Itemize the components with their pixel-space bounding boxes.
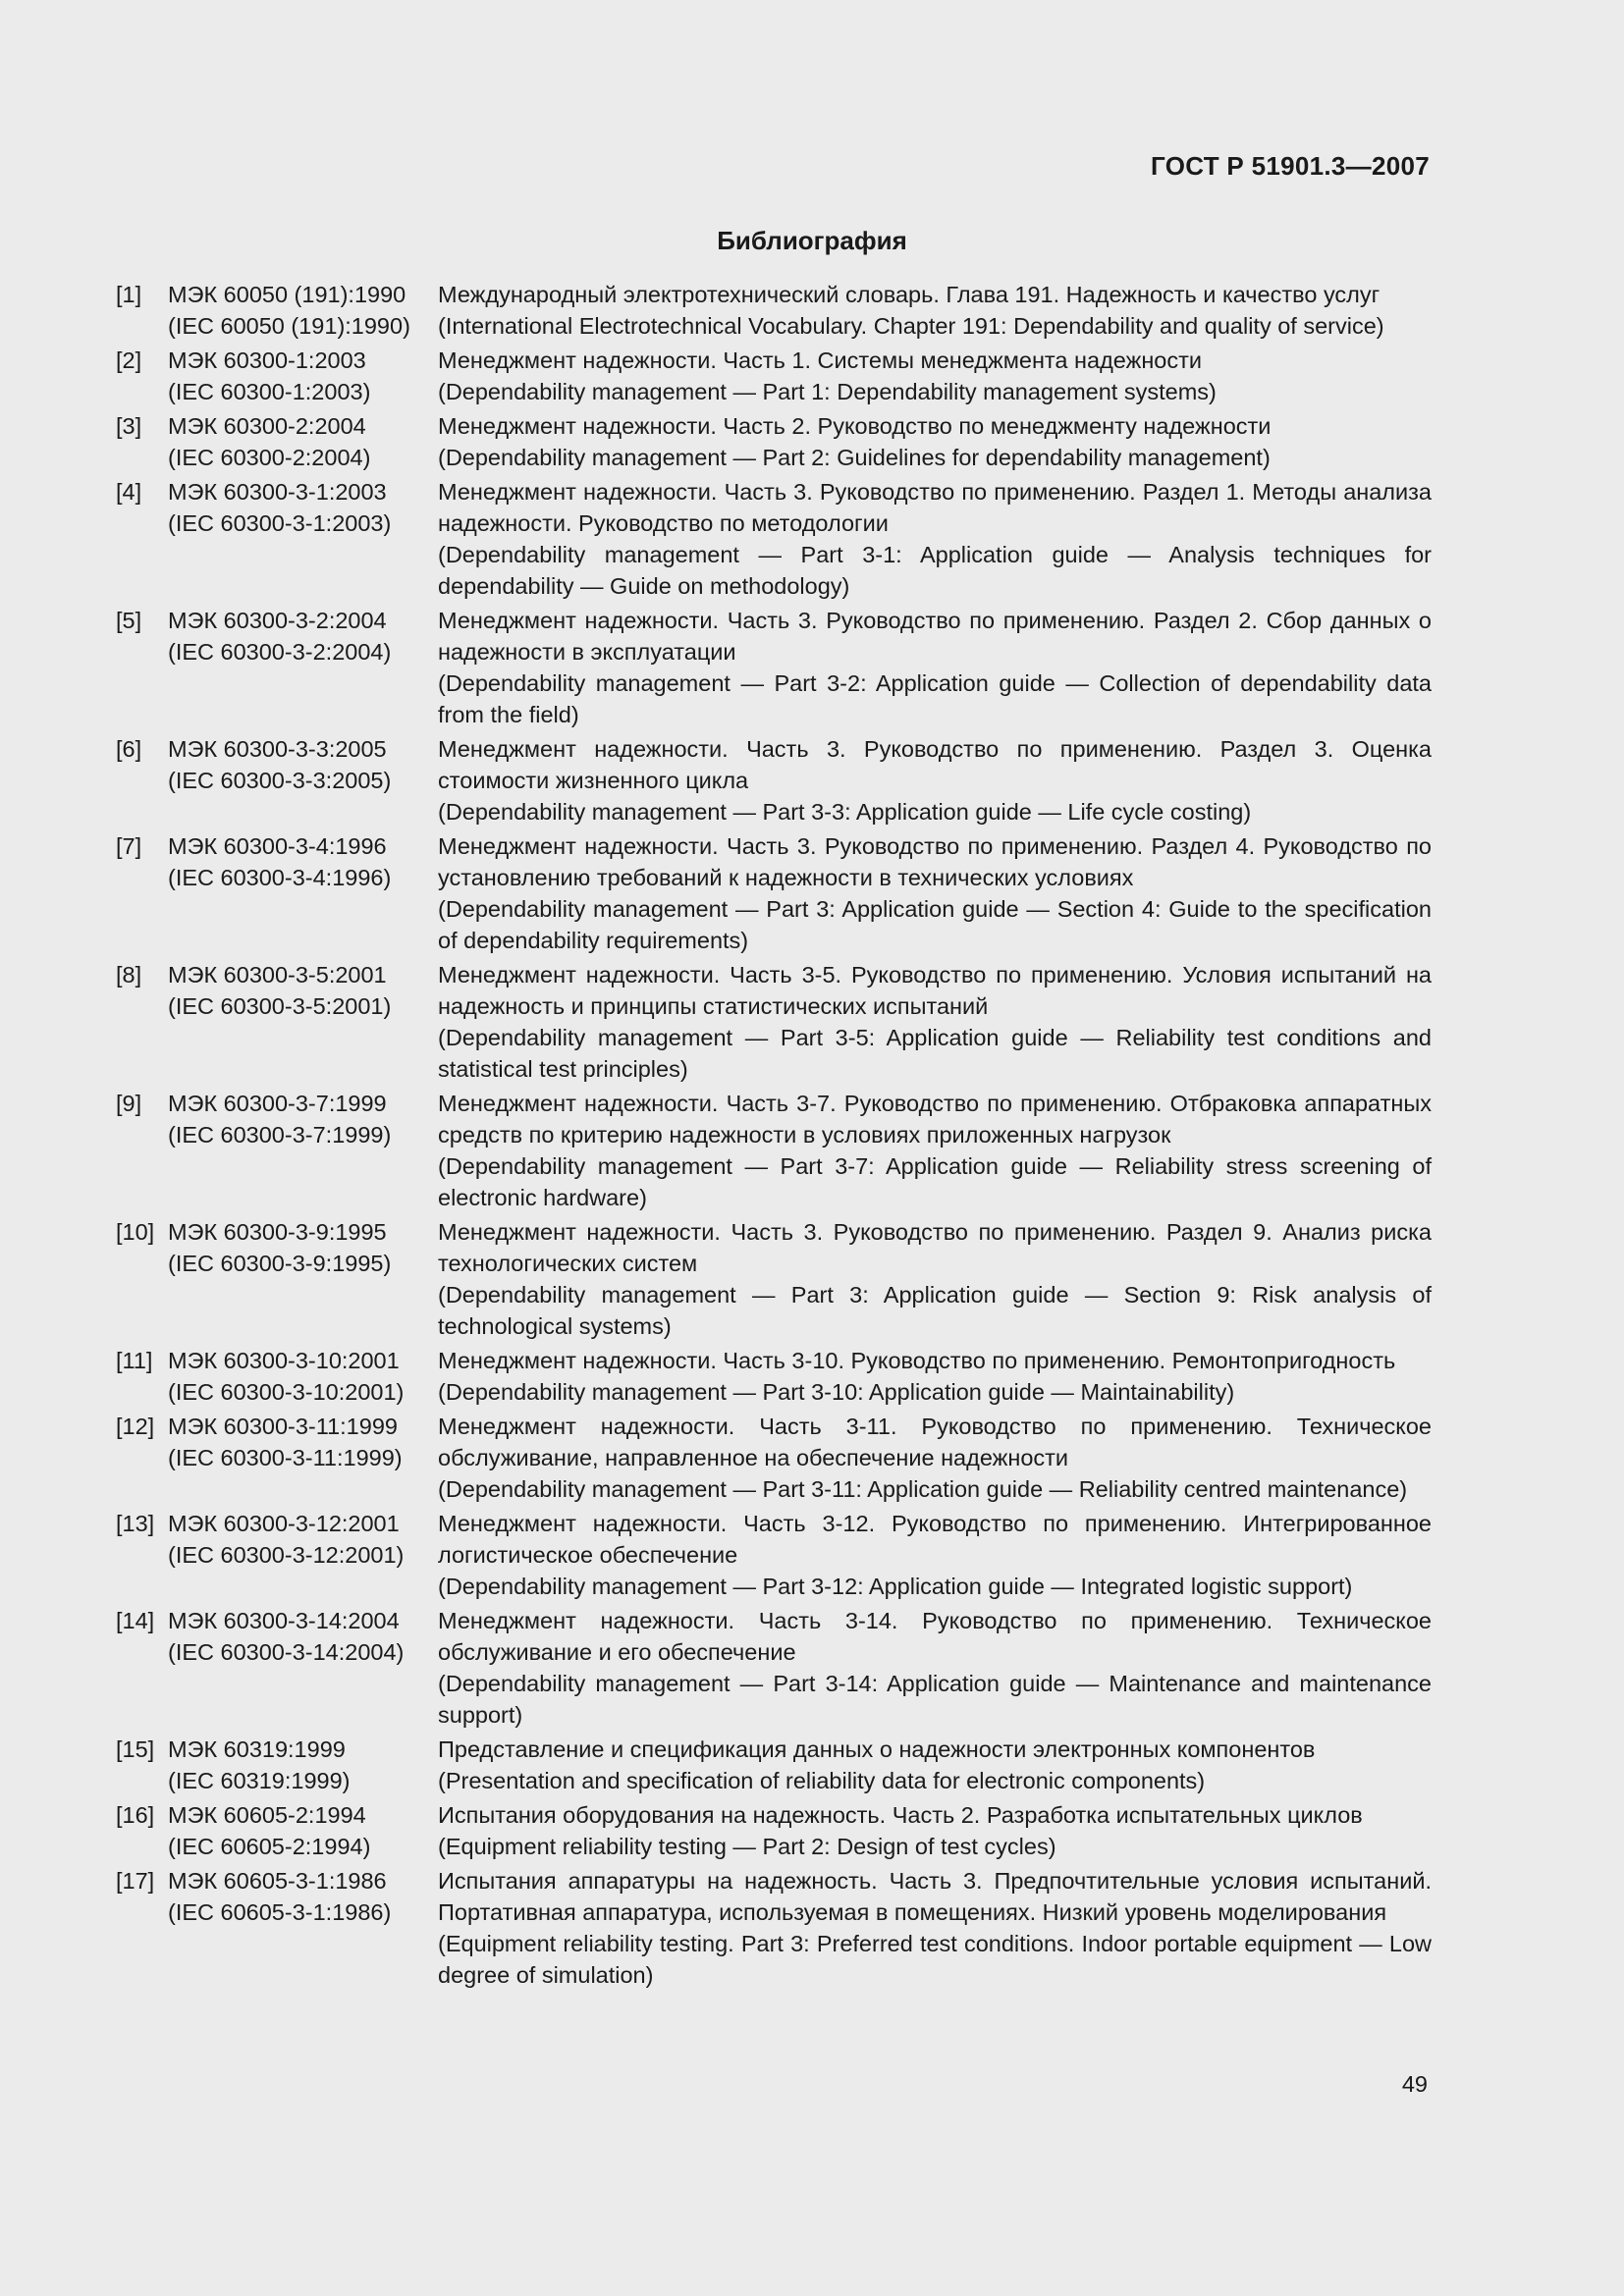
entry-number: [14]: [116, 1608, 155, 1633]
standard-code-ru: МЭК 60300-3-10:2001: [168, 1348, 400, 1373]
bibliography-entry: [116, 1508, 1432, 1602]
standard-code-ru: МЭК 60050 (191):1990: [168, 282, 406, 307]
standard-code-en: (IEC 60050 (191):1990): [168, 313, 410, 339]
standard-reference: [168, 1865, 438, 1991]
bibliography-entry: [116, 279, 1432, 342]
title-en: (Dependability management — Part 3-12: Application guide — Integrated logistic support): [438, 1574, 1353, 1599]
entry-description: [438, 605, 1432, 730]
bibliography-entry: [116, 605, 1432, 730]
title-en: (Dependability management — Part 3-14: Application guide — Maintenance and maintenance support): [438, 1671, 1432, 1728]
title-ru: Менеджмент надежности. Часть 1. Системы менеджмента надежности: [438, 347, 1203, 373]
standard-code-ru: МЭК 60300-3-1:2003: [168, 479, 387, 505]
entry-number: [12]: [116, 1414, 155, 1439]
title-ru: Испытания оборудования на надежность. Часть 2. Разработка испытательных циклов: [438, 1802, 1363, 1828]
title-en: (Equipment reliability testing. Part 3: Preferred test conditions. Indoor portable equipment — Low degree of simulation): [438, 1931, 1432, 1988]
standard-code-ru: МЭК 60300-3-11:1999: [168, 1414, 398, 1439]
standard-reference: [168, 1799, 438, 1862]
standard-code-en: (IEC 60300-3-12:2001): [168, 1542, 405, 1568]
title-ru: Менеджмент надежности. Часть 3-10. Руководство по применению. Ремонтопригодность: [438, 1348, 1396, 1373]
bibliography-entry: [116, 1865, 1432, 1991]
standard-code-ru: МЭК 60319:1999: [168, 1736, 346, 1762]
title-en: (Dependability management — Part 3: Application guide — Section 9: Risk analysis of technological systems): [438, 1282, 1432, 1339]
standard-code-ru: МЭК 60300-3-14:2004: [168, 1608, 400, 1633]
standard-reference: [168, 1411, 438, 1505]
entry-description: [438, 1605, 1432, 1731]
title-ru: Менеджмент надежности. Часть 3-7. Руководство по применению. Отбраковка аппаратных средств по критерию надежности в условиях приложенных нагрузок: [438, 1091, 1432, 1148]
entry-description: [438, 1088, 1432, 1213]
title-en: (Equipment reliability testing — Part 2: Design of test cycles): [438, 1834, 1056, 1859]
standard-code-en: (IEC 60300-3-11:1999): [168, 1445, 403, 1470]
bibliography-entry: [116, 1216, 1432, 1342]
title-ru: Менеджмент надежности. Часть 3-5. Руководство по применению. Условия испытаний на надежность и принципы статистических испытаний: [438, 962, 1432, 1019]
standard-code-en: (IEC 60300-3-10:2001): [168, 1379, 405, 1405]
bibliography-entry: [116, 1088, 1432, 1213]
title-en: (Dependability management — Part 3-10: Application guide — Maintainability): [438, 1379, 1235, 1405]
bibliography-entry: [116, 345, 1432, 407]
entry-description: [438, 279, 1432, 342]
standard-code-en: (IEC 60605-2:1994): [168, 1834, 371, 1859]
standard-code-en: (IEC 60300-3-3:2005): [168, 768, 392, 793]
entry-number: [9]: [116, 1091, 142, 1116]
title-ru: Испытания аппаратуры на надежность. Часть 3. Предпочтительные условия испытаний. Портативная аппаратура, используемая в помещениях. Низкий уровень моделирования: [438, 1868, 1432, 1925]
standard-reference: [168, 410, 438, 473]
standard-code-en: (IEC 60300-3-9:1995): [168, 1251, 392, 1276]
entry-description: [438, 1865, 1432, 1991]
bibliography-list: [116, 279, 1432, 1994]
standard-code-en: (IEC 60300-3-2:2004): [168, 639, 392, 665]
standard-code-ru: МЭК 60300-3-7:1999: [168, 1091, 387, 1116]
bibliography-entry: [116, 1345, 1432, 1408]
entry-description: [438, 1799, 1432, 1862]
title-ru: Менеджмент надежности. Часть 3-11. Руководство по применению. Техническое обслуживание, направленное на обеспечение надежности: [438, 1414, 1432, 1470]
standard-code-ru: МЭК 60300-3-12:2001: [168, 1511, 400, 1536]
standard-code-en: (IEC 60300-1:2003): [168, 379, 371, 404]
standard-code-en: (IEC 60300-3-4:1996): [168, 865, 392, 890]
entry-description: [438, 1345, 1432, 1408]
title-en: (Dependability management — Part 3-2: Application guide — Collection of dependability data from the field): [438, 670, 1432, 727]
entry-number: [7]: [116, 833, 142, 859]
standard-reference: [168, 733, 438, 828]
entry-description: [438, 345, 1432, 407]
bibliography-entry: [116, 1411, 1432, 1505]
title-ru: Менеджмент надежности. Часть 2. Руководство по менеджменту надежности: [438, 413, 1272, 439]
title-ru: Менеджмент надежности. Часть 3. Руководство по применению. Раздел 4. Руководство по установлению требований к надежности в технических условиях: [438, 833, 1432, 890]
standard-reference: [168, 959, 438, 1085]
title-en: (Dependability management — Part 3: Application guide — Section 4: Guide to the specification of dependability requirements): [438, 896, 1432, 953]
document-code: ГОСТ Р 51901.3—2007: [1151, 151, 1430, 181]
entry-number: [16]: [116, 1802, 155, 1828]
bibliography-entry: [116, 410, 1432, 473]
bibliography-entry: [116, 959, 1432, 1085]
bibliography-entry: [116, 1734, 1432, 1796]
bibliography-entry: [116, 1605, 1432, 1731]
standard-reference: [168, 1088, 438, 1213]
standard-code-en: (IEC 60300-3-7:1999): [168, 1122, 392, 1148]
entry-number: [1]: [116, 282, 142, 307]
title-ru: Менеджмент надежности. Часть 3-14. Руководство по применению. Техническое обслуживание и его обеспечение: [438, 1608, 1432, 1665]
title-en: (Dependability management — Part 1: Dependability management systems): [438, 379, 1217, 404]
entry-description: [438, 733, 1432, 828]
standard-code-en: (IEC 60605-3-1:1986): [168, 1899, 392, 1925]
entry-description: [438, 1508, 1432, 1602]
title-ru: Менеджмент надежности. Часть 3. Руководство по применению. Раздел 3. Оценка стоимости жизненного цикла: [438, 736, 1432, 793]
standard-reference: [168, 830, 438, 956]
entry-number: [2]: [116, 347, 142, 373]
standard-code-ru: МЭК 60300-3-5:2001: [168, 962, 387, 988]
title-en: (Dependability management — Part 3-3: Application guide — Life cycle costing): [438, 799, 1252, 825]
entry-number: [10]: [116, 1219, 155, 1245]
entry-number: [6]: [116, 736, 142, 762]
title-ru: Менеджмент надежности. Часть 3. Руководство по применению. Раздел 1. Методы анализа надежности. Руководство по методологии: [438, 479, 1432, 536]
title-ru: Менеджмент надежности. Часть 3. Руководство по применению. Раздел 9. Анализ риска технологических систем: [438, 1219, 1432, 1276]
standard-code-en: (IEC 60319:1999): [168, 1768, 351, 1793]
entry-description: [438, 830, 1432, 956]
standard-code-ru: МЭК 60300-3-3:2005: [168, 736, 387, 762]
entry-number: [11]: [116, 1348, 153, 1373]
section-title: Библиография: [717, 226, 907, 255]
standard-code-ru: МЭК 60300-3-4:1996: [168, 833, 387, 859]
entry-number: [4]: [116, 479, 142, 505]
standard-code-ru: МЭК 60300-1:2003: [168, 347, 366, 373]
title-en: (International Electrotechnical Vocabulary. Chapter 191: Dependability and quality of service): [438, 313, 1384, 339]
standard-reference: [168, 476, 438, 602]
entry-number: [5]: [116, 608, 142, 633]
entry-description: [438, 1734, 1432, 1796]
entry-number: [17]: [116, 1868, 155, 1894]
title-en: (Dependability management — Part 3-7: Application guide — Reliability stress screening of electronic hardware): [438, 1153, 1432, 1210]
standard-reference: [168, 1508, 438, 1602]
standard-reference: [168, 1345, 438, 1408]
entry-description: [438, 1216, 1432, 1342]
title-ru: Представление и спецификация данных о надежности электронных компонентов: [438, 1736, 1316, 1762]
entry-description: [438, 410, 1432, 473]
bibliography-entry: [116, 830, 1432, 956]
title-en: (Dependability management — Part 3-1: Application guide — Analysis techniques for dependability — Guide on methodology): [438, 542, 1432, 599]
standard-reference: [168, 1216, 438, 1342]
bibliography-entry: [116, 476, 1432, 602]
standard-reference: [168, 1734, 438, 1796]
entry-number: [15]: [116, 1736, 155, 1762]
standard-code-ru: МЭК 60605-3-1:1986: [168, 1868, 387, 1894]
standard-code-ru: МЭК 60300-2:2004: [168, 413, 366, 439]
standard-code-en: (IEC 60300-3-1:2003): [168, 510, 392, 536]
bibliography-entry: [116, 733, 1432, 828]
standard-code-en: (IEC 60300-3-14:2004): [168, 1639, 405, 1665]
title-en: (Dependability management — Part 2: Guidelines for dependability management): [438, 445, 1271, 470]
standard-code-ru: МЭК 60300-3-2:2004: [168, 608, 387, 633]
standard-code-ru: МЭК 60300-3-9:1995: [168, 1219, 387, 1245]
standard-reference: [168, 345, 438, 407]
entry-description: [438, 959, 1432, 1085]
title-en: (Dependability management — Part 3-5: Application guide — Reliability test conditions and statistical test principles): [438, 1025, 1432, 1082]
standard-reference: [168, 605, 438, 730]
title-ru: Международный электротехнический словарь. Глава 191. Надежность и качество услуг: [438, 282, 1380, 307]
standard-reference: [168, 1605, 438, 1731]
standard-code-ru: МЭК 60605-2:1994: [168, 1802, 366, 1828]
standard-code-en: (IEC 60300-2:2004): [168, 445, 371, 470]
entry-description: [438, 1411, 1432, 1505]
standard-reference: [168, 279, 438, 342]
standard-code-en: (IEC 60300-3-5:2001): [168, 993, 392, 1019]
title-ru: Менеджмент надежности. Часть 3-12. Руководство по применению. Интегрированное логистическое обеспечение: [438, 1511, 1432, 1568]
entry-number: [8]: [116, 962, 142, 988]
title-en: (Presentation and specification of reliability data for electronic components): [438, 1768, 1206, 1793]
entry-description: [438, 476, 1432, 602]
title-ru: Менеджмент надежности. Часть 3. Руководство по применению. Раздел 2. Сбор данных о надежности в эксплуатации: [438, 608, 1432, 665]
entry-number: [3]: [116, 413, 142, 439]
bibliography-entry: [116, 1799, 1432, 1862]
page-number: 49: [1401, 2071, 1428, 2097]
title-en: (Dependability management — Part 3-11: Application guide — Reliability centred maintenance): [438, 1476, 1408, 1502]
entry-number: [13]: [116, 1511, 155, 1536]
